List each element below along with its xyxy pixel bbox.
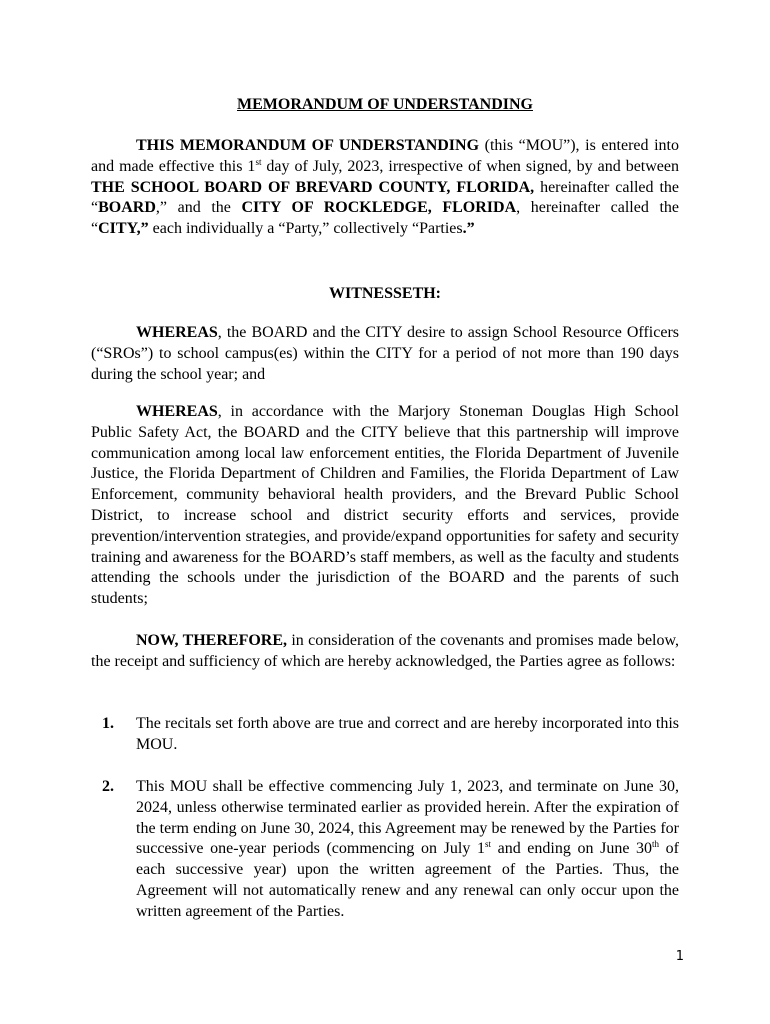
- list-item-number: 1.: [102, 715, 114, 732]
- item-2-sup-2: th: [652, 839, 660, 850]
- list-item: [91, 777, 679, 923]
- intro-text-6: each individually a “Party,” collectively “Parties: [148, 220, 463, 238]
- intro-text-5: , hereinafter called the “: [91, 199, 679, 238]
- intro-sup-1: st: [255, 156, 262, 167]
- intro-lead: THIS MEMORANDUM OF UNDERSTANDING: [136, 137, 480, 154]
- item-2-text-2: and ending on June 30: [490, 840, 653, 858]
- intro-paragraph: [91, 136, 679, 240]
- intro-text-1: (this “MOU”), is entered into and made effective this 1: [91, 137, 679, 175]
- city-party-name: CITY OF ROCKLEDGE, FLORIDA: [241, 199, 517, 217]
- whereas-paragraph-1: [91, 323, 679, 385]
- list-item-number: 2.: [102, 778, 114, 795]
- document-title: MEMORANDUM OF UNDERSTANDING: [237, 96, 533, 113]
- intro-text-2: day of July, 2023, irrespective of when signed, by and between: [261, 157, 680, 175]
- now-therefore-text: in consideration of the covenants and promises made below, the receipt and sufficiency of which are hereby acknowledged, the Parties agree as follows:: [91, 632, 680, 670]
- intro-end: .”: [462, 220, 475, 238]
- city-short-name: CITY,”: [98, 220, 149, 238]
- item-2-text-1: This MOU shall be effective commencing July 1, 2023, and terminate on June 30, 2024, unless otherwise terminated earlier as provided herein. After the expiration of the term ending on June 30, 2024, this Agreement may be renewed by the Parties for successive one-year periods (commencing on July 1: [136, 778, 679, 858]
- list-item-text: The recitals set forth above are true and correct and are hereby incorporated into this MOU.: [136, 715, 679, 753]
- list-item-text: [136, 777, 679, 923]
- board-party-name: THE SCHOOL BOARD OF BREVARD COUNTY, FLORIDA,: [91, 178, 535, 196]
- now-therefore-lead: NOW, THEREFORE,: [136, 632, 288, 649]
- whereas-2-text: , in accordance with the Marjory Stoneman Douglas High School Public Safety Act, the BOARD and the CITY believe that this partnership will improve communication among local law enforcement entities, the Florida Department of Juvenile Justice, the Florida Department of Children and Families, the Florida Department of Law Enforcement, community behavioral health providers, and the Brevard Public School District, to increase school and district security efforts and services, provide prevention/intervention strategies, and provide/expand opportunities for safety and security training and awareness for the BOARD’s staff members, as well as the faculty and students attending the schools under the jurisdiction of the BOARD and the parents of such students;: [91, 403, 679, 608]
- intro-text-3: hereinafter called the “: [91, 178, 679, 217]
- board-short-name: BOARD: [98, 199, 156, 217]
- whereas-2-lead: WHEREAS: [136, 403, 218, 420]
- item-2-text-3: of each successive year) upon the written agreement of the Parties. Thus, the Agreement will not automatically renew and any renewal can only occur upon the written agreement of the Parties.: [136, 840, 680, 920]
- list-item: [91, 714, 679, 756]
- now-therefore-paragraph: [91, 631, 679, 673]
- witnesseth-heading: WITNESSETH:: [328, 285, 442, 302]
- whereas-1-text: , the BOARD and the CITY desire to assign School Resource Officers (“SROs”) to school campus(es) within the CITY for a period of not more than 190 days during the school year; and: [91, 324, 679, 383]
- page-number: 1: [675, 949, 684, 964]
- whereas-paragraph-2: [91, 402, 679, 610]
- item-2-sup-1: st: [484, 839, 491, 850]
- whereas-1-lead: WHEREAS: [136, 324, 218, 341]
- intro-text-4: ,” and the: [155, 199, 242, 217]
